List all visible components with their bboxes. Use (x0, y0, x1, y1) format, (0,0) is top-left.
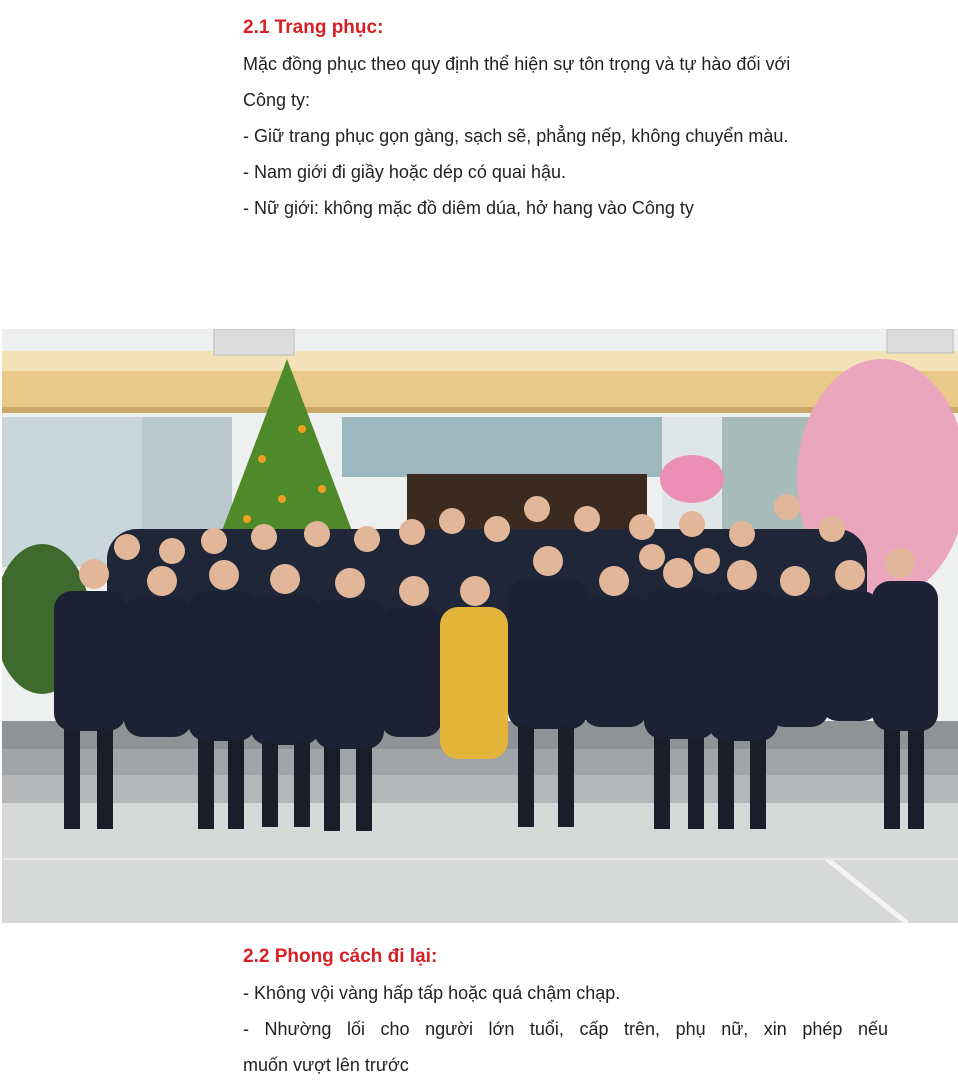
pavement (2, 803, 958, 923)
uniform-rule-2: - Nam giới đi giầy hoặc dép có quai hậu. (243, 162, 566, 182)
section-heading-uniform: 2.1 Trang phục: (243, 17, 384, 38)
section-walking-style (243, 945, 888, 1083)
ac-unit-right (887, 329, 953, 353)
uniform-rule-3: - Nữ giới: không mặc đồ diêm dúa, hở hang vào Công ty (243, 198, 694, 218)
person-yellow-dress (440, 607, 508, 759)
section-uniform (243, 16, 888, 226)
section-heading-walking: 2.2 Phong cách đi lại: (243, 946, 438, 967)
walking-rule-2-line2: muốn vượt lên trước (243, 1055, 409, 1075)
staff-group-photo (2, 329, 958, 923)
ac-unit-left (214, 329, 294, 355)
building-canopy (2, 371, 958, 409)
intro-line-2: Công ty: (243, 90, 311, 110)
building-roof-band (2, 351, 958, 371)
uniform-rule-1: - Giữ trang phục gọn gàng, sạch sẽ, phẳng nếp, không chuyển màu. (243, 126, 789, 146)
intro-line-1: Mặc đồng phục theo quy định thể hiện sự tôn trọng và tự hào đối với (243, 54, 791, 74)
walking-rule-2-line1: - Nhường lối cho người lớn tuổi, cấp trên, phụ nữ, xin phép nếu (243, 1019, 888, 1039)
glass-window-center (342, 417, 662, 477)
walking-rule-1: - Không vội vàng hấp tấp hoặc quá chậm chạp. (243, 983, 621, 1003)
